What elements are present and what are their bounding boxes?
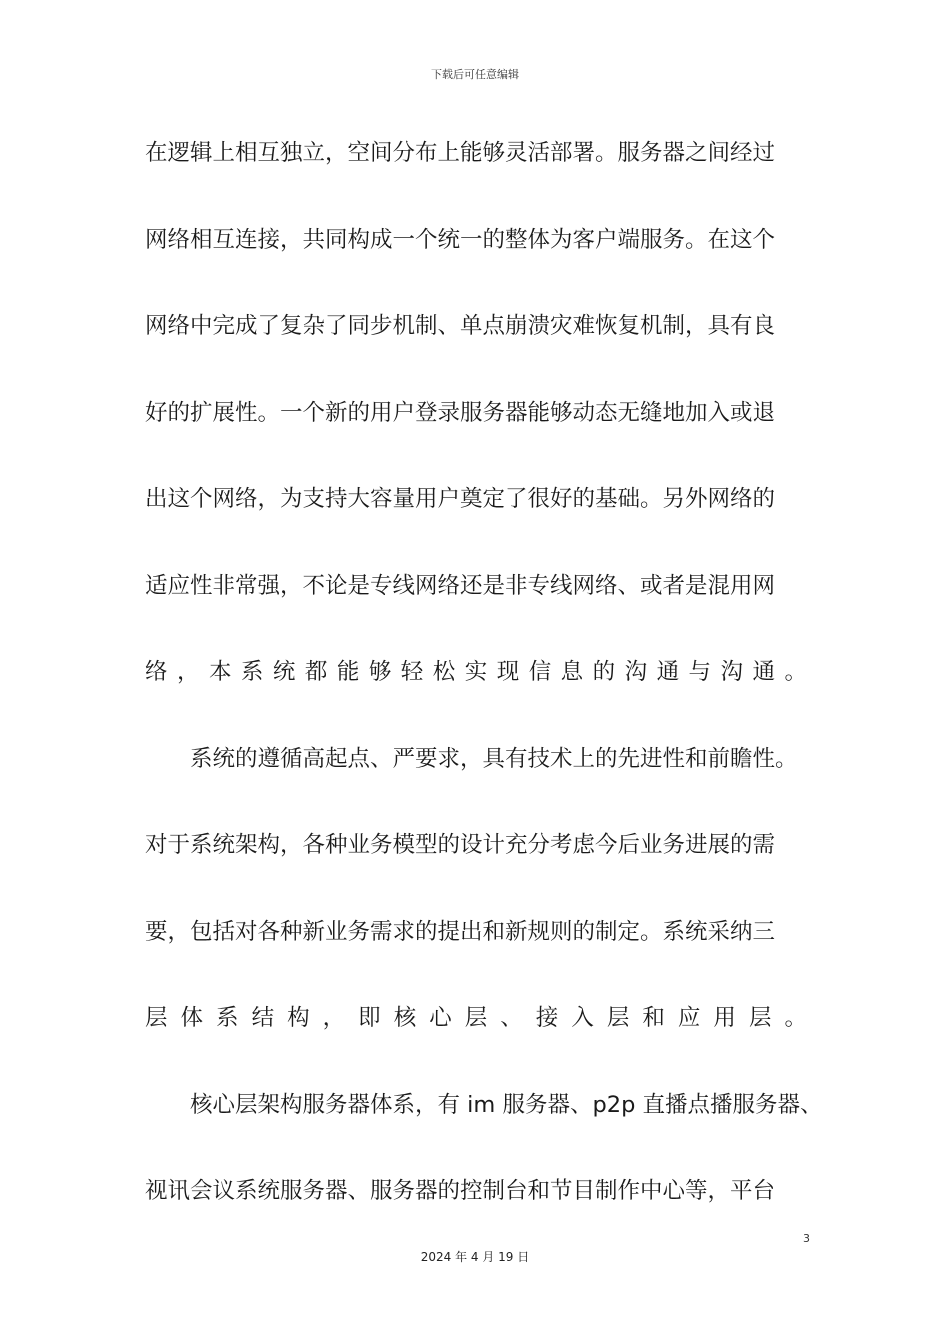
paragraph-line: 出这个网络，为支持大容量用户奠定了很好的基础。另外网络的 (145, 486, 776, 512)
paragraph-line-last: 络，本系统都能够轻松实现信息的沟通与沟通。 (145, 659, 807, 685)
body-text (145, 135, 823, 1260)
paragraph-line: 要，包括对各种新业务需求的提出和新规则的制定。系统采纳三 (145, 918, 776, 945)
page-number: 3 (803, 1232, 810, 1245)
paragraph-line: 在逻辑上相互独立，空间分布上能够灵活部署。服务器之间经过 (145, 140, 776, 166)
page-header: 下载后可任意编辑 (431, 68, 519, 81)
paragraph-line-first: 核心层架构服务器体系，有 im 服务器、p2p 直播点播服务器、 (190, 1091, 823, 1118)
paragraph-line: 适应性非常强，不论是专线网络还是非专线网络、或者是混用网 (145, 572, 776, 599)
paragraph-line: 好的扩展性。一个新的用户登录服务器能够动态无缝地加入或退 (145, 399, 776, 426)
paragraph-line-first: 系统的遵循高起点、严要求，具有技术上的先进性和前瞻性。 (190, 745, 798, 772)
paragraph-line: 对于系统架构，各种业务模型的设计充分考虑今后业务进展的需 (145, 832, 776, 858)
paragraph-line: 网络中完成了复杂了同步机制、单点崩溃灾难恢复机制，具有良 (145, 313, 776, 339)
paragraph-line: 网络相互连接，共同构成一个统一的整体为客户端服务。在这个 (145, 226, 776, 253)
paragraph-line: 视讯会议系统服务器、服务器的控制台和节目制作中心等，平台 (145, 1178, 776, 1204)
footer-date: 2024 年 4 月 19 日 (420, 1250, 530, 1264)
paragraph-line-last: 层体系结构，即核心层、接入层和应用层。 (145, 1005, 807, 1031)
